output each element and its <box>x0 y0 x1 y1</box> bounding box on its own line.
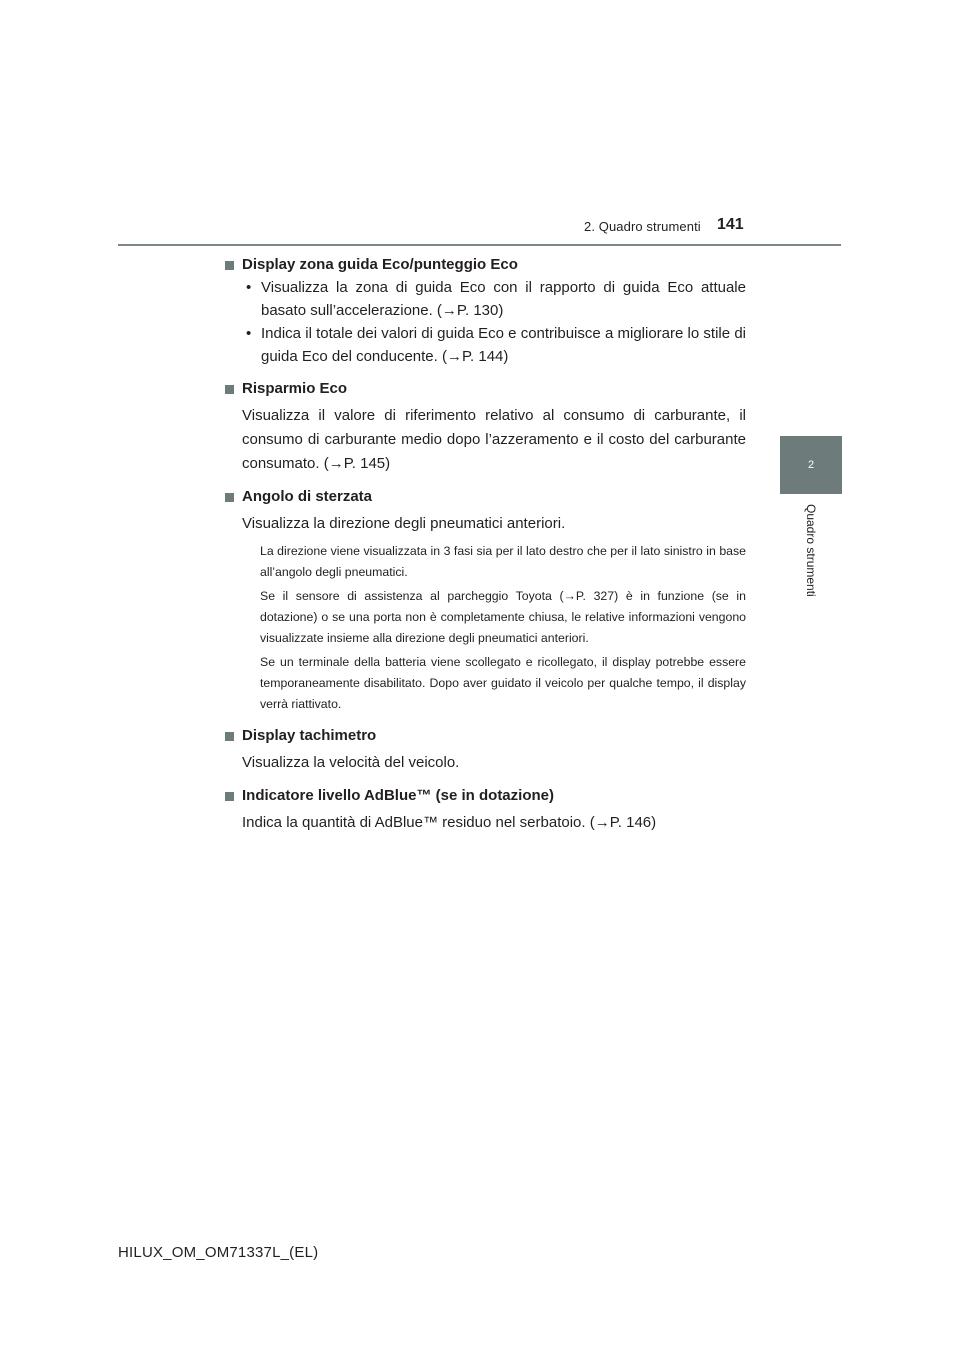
square-bullet-icon <box>225 792 234 801</box>
section-title <box>224 254 746 276</box>
square-bullet-icon <box>225 493 234 502</box>
section-body: Indica la quantità di AdBlue™ residuo nel serbatoio. (→P. 146) <box>242 814 657 831</box>
header-divider <box>118 244 841 246</box>
section-title <box>224 725 746 747</box>
chapter-tab-label <box>776 500 846 650</box>
chapter-title: 2. Quadro strumenti <box>584 219 701 234</box>
section-title-text: Risparmio Eco <box>242 380 348 397</box>
section-steering-angle <box>224 486 746 715</box>
square-bullet-icon <box>225 261 234 270</box>
section-title-text: Angolo di sterzata <box>242 488 373 505</box>
bullet-dot-icon: • <box>246 279 252 296</box>
bullet-dot-icon: • <box>246 325 252 342</box>
chapter-tab-number[interactable]: 2 <box>780 436 842 494</box>
main-content <box>224 254 746 845</box>
section-title <box>224 486 746 508</box>
section-title-text: Indicatore livello AdBlue™ (se in dotazione) <box>242 787 554 804</box>
section-body: Visualizza la direzione degli pneumatici anteriori. <box>242 515 566 532</box>
chapter-tab-label-text: Quadro strumenti <box>804 504 818 597</box>
list-item <box>242 322 746 368</box>
list-item-text: Indica il totale dei valori di guida Eco e contribuisce a migliorare lo stile di guida Eco del conducente. (→P. 144) <box>261 325 746 365</box>
section-title-text: Display zona guida Eco/punteggio Eco <box>242 256 518 273</box>
list-item <box>242 276 746 322</box>
document-code: HILUX_OM_OM71337L_(EL) <box>118 1244 319 1261</box>
square-bullet-icon <box>225 385 234 394</box>
bullet-list <box>242 276 746 368</box>
section-title <box>224 785 746 807</box>
section-eco-savings <box>224 378 746 476</box>
square-bullet-icon <box>225 732 234 741</box>
page-number: 141 <box>717 216 744 233</box>
list-item-text: Visualizza la zona di guida Eco con il rapporto di guida Eco attuale basato sull’accelerazione. (→P. 130) <box>261 279 746 319</box>
section-body: Visualizza il valore di riferimento relativo al consumo di carburante, il consumo di carburante medio dopo l’azzeramento e il costo del carburante consumato. (→P. 145) <box>242 407 746 472</box>
section-eco-zone <box>224 254 746 368</box>
section-adblue-level <box>224 785 746 835</box>
section-speedometer <box>224 725 746 775</box>
note-paragraph: Se il sensore di assistenza al parcheggio Toyota (→P. 327) è in funzione (se in dotazione) o se una porta non è completamente chiusa, le relative informazioni vengono visualizzate insieme alla direzione degli pneumatici anteriori. <box>260 589 746 645</box>
note-paragraph: La direzione viene visualizzata in 3 fasi sia per il lato destro che per il lato sinistro in base all’angolo degli pneumatici. <box>260 544 746 579</box>
note-paragraph: Se un terminale della batteria viene scollegato e ricollegato, il display potrebbe essere temporaneamente disabilitato. Dopo aver guidato il veicolo per qualche tempo, il display verrà riattivato. <box>260 655 746 711</box>
section-title <box>224 378 746 400</box>
section-body: Visualizza la velocità del veicolo. <box>242 754 460 771</box>
section-title-text: Display tachimetro <box>242 727 377 744</box>
